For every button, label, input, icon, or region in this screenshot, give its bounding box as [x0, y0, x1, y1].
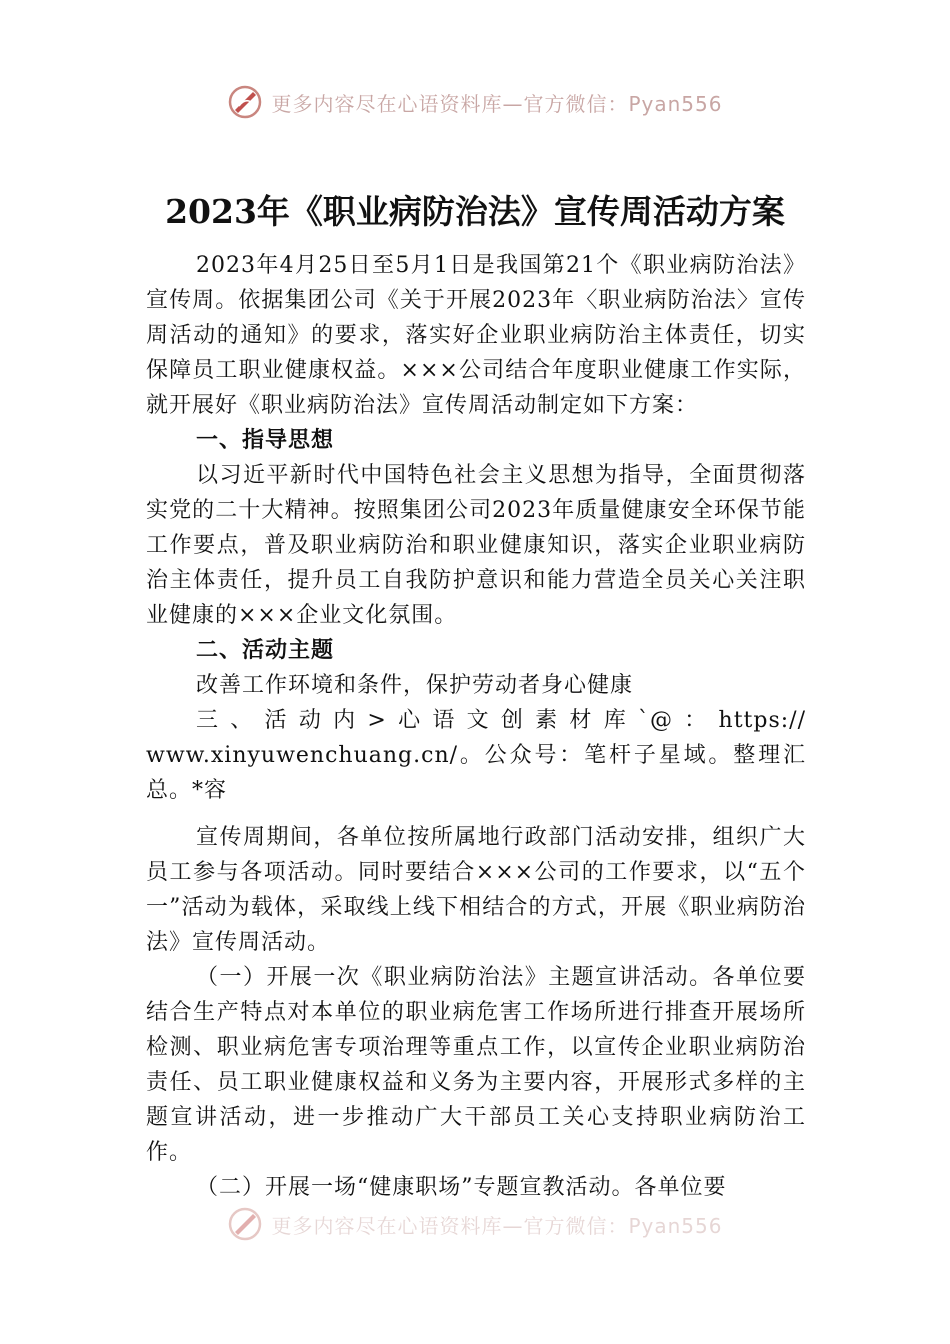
section-heading-activities-line2: www.xinyuwenchuang.cn/。公众号：笔杆子星域。整理汇总。*容 — [146, 743, 806, 803]
document-body — [146, 248, 806, 1205]
section-heading-activities-line1: 三、活动内>心语文创素材库`@：https:// — [196, 708, 806, 733]
document-title: 2023年《职业病防治法》宣传周活动方案 — [165, 192, 785, 231]
intro-paragraph: 2023年4月25日至5月1日是我国第21个《职业病防治法》宣传周。依据集团公司《关于开展2023年〈职业病防治法〉宣传周活动的通知》的要求，落实好企业职业病防治主体责任，切实保障员工职业健康权益。×××公司结合年度职业健康工作实际，就开展好《职业病防治法》宣传周活动制定如下方案： — [146, 253, 806, 418]
section-heading-guiding-thought: 一、指导思想 — [196, 428, 335, 453]
activity-one-paragraph: （一）开展一次《职业病防治法》主题宣讲活动。各单位要结合生产特点对本单位的职业病危害工作场所进行排查开展场所检测、职业病危害专项治理等重点工作，以宣传企业职业病防治责任、员工职业健康权益和义务为主要内容，开展形式多样的主题宣讲活动，进一步推动广大干部员工关心支持职业病防治工作。 — [146, 965, 806, 1165]
watermark-text: 更多内容尽在心语资料库—官方微信：Pyan556 — [271, 91, 723, 116]
pen-logo-icon — [227, 84, 263, 120]
watermark-banner-top — [0, 84, 950, 120]
theme-paragraph: 改善工作环境和条件，保护劳动者身心健康 — [196, 673, 634, 698]
section-heading-theme: 二、活动主题 — [196, 638, 335, 663]
guiding-thought-paragraph: 以习近平新时代中国特色社会主义思想为指导，全面贯彻落实党的二十大精神。按照集团公司2023年质量健康安全环保节能工作要点，普及职业病防治和职业健康知识，落实企业职业病防治主体责任，提升员工自我防护意识和能力营造全员关心关注职业健康的×××企业文化氛围。 — [146, 463, 806, 628]
watermark-banner-bottom — [0, 1206, 950, 1242]
activity-two-paragraph: （二）开展一场“健康职场”专题宣教活动。各单位要 — [196, 1175, 727, 1200]
activities-intro-paragraph: 宣传周期间，各单位按所属地行政部门活动安排，组织广大员工参与各项活动。同时要结合×××公司的工作要求，以“五个一”活动为载体，采取线上线下相结合的方式，开展《职业病防治法》宣传周活动。 — [146, 825, 806, 955]
pen-logo-icon — [227, 1206, 263, 1242]
watermark-text: 更多内容尽在心语资料库—官方微信：Pyan556 — [271, 1213, 723, 1238]
